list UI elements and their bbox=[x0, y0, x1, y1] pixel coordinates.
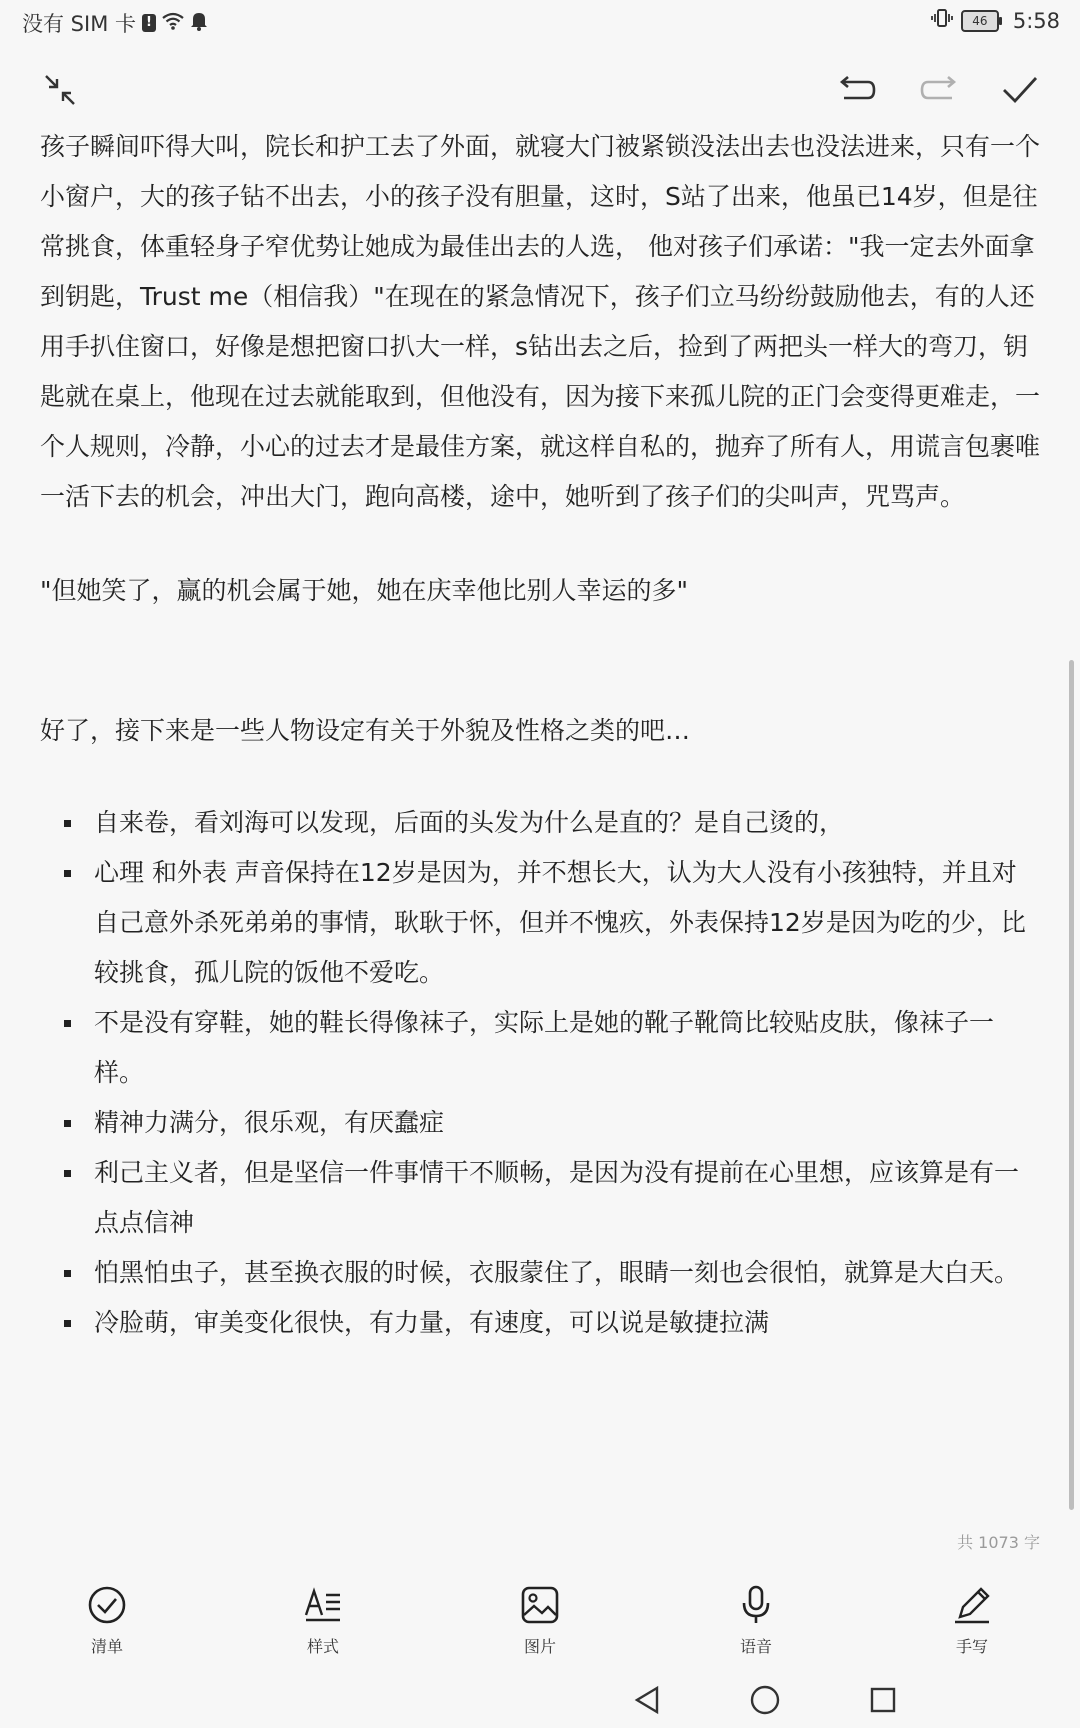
home-icon[interactable] bbox=[740, 1678, 790, 1722]
time-text: 5:58 bbox=[1012, 8, 1060, 33]
note-paragraph: "但她笑了，赢的机会属于她，她在庆幸他比别人幸运的多" bbox=[40, 576, 689, 605]
image-label: 图片 bbox=[523, 1637, 556, 1656]
note-body[interactable] bbox=[40, 122, 1040, 1348]
bullet-item: 利己主义者，但是坚信一件事情干不顺畅，是因为没有提前在心里想，应该算是有一点点信神 bbox=[40, 1148, 1040, 1248]
editor-toolbar bbox=[0, 60, 1080, 120]
confirm-check-icon[interactable] bbox=[990, 60, 1050, 120]
bullet-item: 怕黑怕虫子，甚至换衣服的时候，衣服蒙住了，眼睛一刻也会很怕，就算是大白天。 bbox=[40, 1248, 1040, 1298]
handwriting-label: 手写 bbox=[955, 1637, 988, 1656]
checklist-button[interactable] bbox=[57, 1580, 157, 1657]
bullet-item: 心理 和外表 声音保持在12岁是因为，并不想长大，认为大人没有小孩独特，并且对自己意外杀死弟弟的事情，耿耿于怀，但并不愧疚，外表保持12岁是因为吃的少，比较挑食，孤儿院的饭他不爱吃。 bbox=[40, 848, 1040, 998]
status-bar bbox=[0, 0, 1080, 44]
undo-icon[interactable] bbox=[828, 60, 888, 120]
note-paragraph: 好了，接下来是一些人物设定有关于外貌及性格之类的吧… bbox=[40, 716, 691, 745]
bullet-item: 自来卷，看刘海可以发现，后面的头发为什么是直的？是自己烫的， bbox=[40, 798, 1040, 848]
bottom-toolbar bbox=[0, 1580, 1080, 1670]
scrollbar[interactable] bbox=[1069, 660, 1074, 1510]
style-button[interactable] bbox=[273, 1580, 373, 1657]
status-right bbox=[931, 8, 1060, 33]
battery-icon: 46 bbox=[961, 10, 999, 32]
system-nav-bar bbox=[0, 1670, 1080, 1728]
style-label: 样式 bbox=[306, 1637, 339, 1656]
word-count: 共 1073 字 bbox=[957, 1533, 1040, 1552]
note-paragraph: 孩子瞬间吓得大叫，院长和护工去了外面，就寝大门被紧锁没法出去也没法进来，只有一个小窗户，大的孩子钻不出去，小的孩子没有胆量，这时，S站了出来，他虽已14岁，但是往常挑食，体重轻身子窄优势让她成为最佳出去的人选， 他对孩子们承诺："我一定去外面拿到钥匙，Trust me（相信我）"在现在的紧急情况下，孩子们立马纷纷鼓励他去，有的人还用手扒住窗口，好像是想把窗口扒大一样，s钻出去之后，捡到了两把头一样大的弯刀，钥匙就在桌上，他现在过去就能取到，但他没有，因为接下来孤儿院的正门会变得更难走，一个人规则，冷静，小心的过去才是最佳方案，就这样自私的，抛弃了所有人，用谎言包裹唯一活下去的机会，冲出大门，跑向高楼，途中，她听到了孩子们的尖叫声，咒骂声。 bbox=[40, 132, 1041, 511]
bullet-item: 精神力满分，很乐观，有厌蠢症 bbox=[40, 1098, 1040, 1148]
voice-button[interactable] bbox=[706, 1580, 806, 1657]
bullet-item: 冷脸萌，审美变化很快，有力量，有速度，可以说是敏捷拉满 bbox=[40, 1298, 1040, 1348]
wifi-icon bbox=[162, 11, 184, 35]
vibrate-icon bbox=[931, 8, 953, 33]
back-icon[interactable] bbox=[622, 1678, 672, 1722]
carrier-text: 没有 SIM 卡 bbox=[22, 12, 136, 36]
checklist-label: 清单 bbox=[90, 1637, 123, 1656]
notification-bell-icon bbox=[190, 11, 208, 36]
text-style-icon bbox=[273, 1580, 373, 1630]
handwriting-button[interactable] bbox=[922, 1580, 1022, 1657]
collapse-icon[interactable] bbox=[30, 60, 90, 120]
pen-icon bbox=[922, 1580, 1022, 1630]
image-button[interactable] bbox=[490, 1580, 590, 1657]
bullet-list bbox=[40, 798, 1040, 1348]
recents-icon[interactable] bbox=[858, 1678, 908, 1722]
redo-icon[interactable] bbox=[908, 60, 968, 120]
voice-label: 语音 bbox=[739, 1637, 772, 1656]
microphone-icon bbox=[706, 1580, 806, 1630]
sim-alert-icon: ! bbox=[142, 14, 156, 32]
bullet-item: 不是没有穿鞋，她的鞋长得像袜子，实际上是她的靴子靴筒比较贴皮肤，像袜子一样。 bbox=[40, 998, 1040, 1098]
status-left bbox=[22, 8, 208, 38]
image-icon bbox=[490, 1580, 590, 1630]
checklist-icon bbox=[57, 1580, 157, 1630]
